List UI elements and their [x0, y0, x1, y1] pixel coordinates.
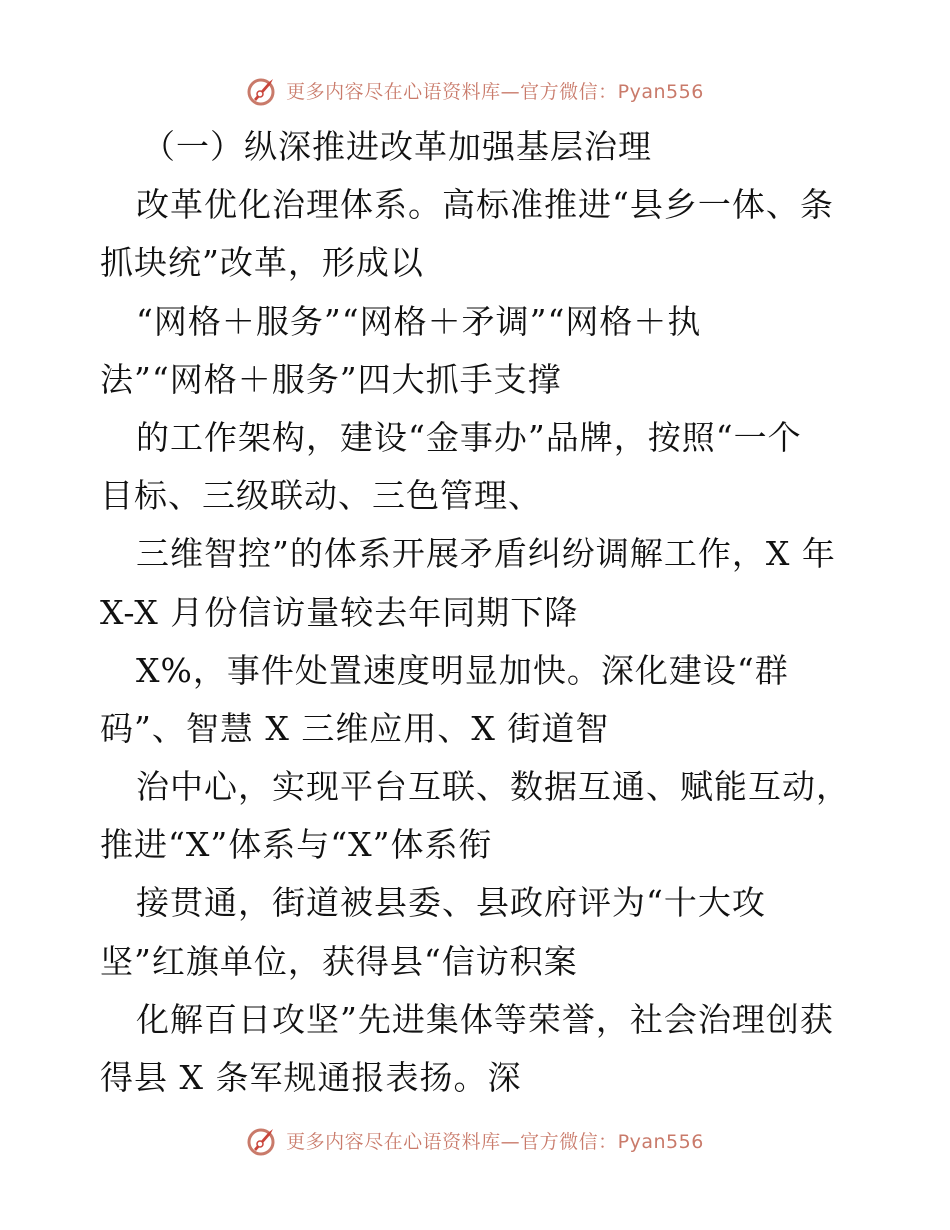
paragraph-line: “网格＋服务”“网格＋矛调”“网格＋执 [136, 301, 702, 341]
bottom-watermark-banner [0, 1120, 950, 1160]
paragraph-line: 化解百日攻坚”先进集体等荣誉，社会治理创获 [136, 999, 834, 1039]
paragraph-line: 码”、智慧 X 三维应用、X 街道智 [100, 708, 610, 748]
watermark-text: 更多内容尽在心语资料库—官方微信：Pyan556 [286, 80, 704, 103]
paragraph-line: 抓块统”改革，形成以 [100, 243, 424, 283]
paragraph-line: 三维智控”的体系开展矛盾纠纷调解工作，X 年 [136, 534, 836, 574]
paragraph-line: 得县 X 条军规通报表扬。深 [100, 1058, 522, 1097]
paragraph-line: 改革优化治理体系。高标准推进“县乡一体、条 [136, 185, 834, 225]
paragraph-line: 推进“X”体系与“X”体系衔 [100, 825, 493, 865]
top-watermark-banner [0, 70, 950, 110]
pen-in-circle-icon [246, 73, 280, 107]
paragraph-line: 接贯通，街道被县委、县政府评为“十大攻 [136, 883, 766, 923]
paragraph-line: 坚”红旗单位，获得县“信访积案 [100, 941, 578, 981]
pen-in-circle-icon [246, 1123, 280, 1157]
paragraph-line: X-X 月份信访量较去年同期下降 [100, 592, 579, 632]
paragraph-line: X%，事件处置速度明显加快。深化建设“群 [136, 650, 789, 690]
paragraph-line: 的工作架构，建设“金事办”品牌，按照“一个 [136, 417, 802, 457]
paragraph-line: 法”“网格＋服务”四大抓手支撑 [100, 359, 562, 399]
paragraph-line: 目标、三级联动、三色管理、 [100, 476, 542, 516]
section-heading: （一）纵深推进改革加强基层治理 [142, 127, 652, 166]
paragraph-line: 治中心，实现平台互联、数据互通、赋能互动， [136, 767, 850, 807]
watermark-text: 更多内容尽在心语资料库—官方微信：Pyan556 [286, 1130, 704, 1153]
document-body [100, 118, 860, 1107]
